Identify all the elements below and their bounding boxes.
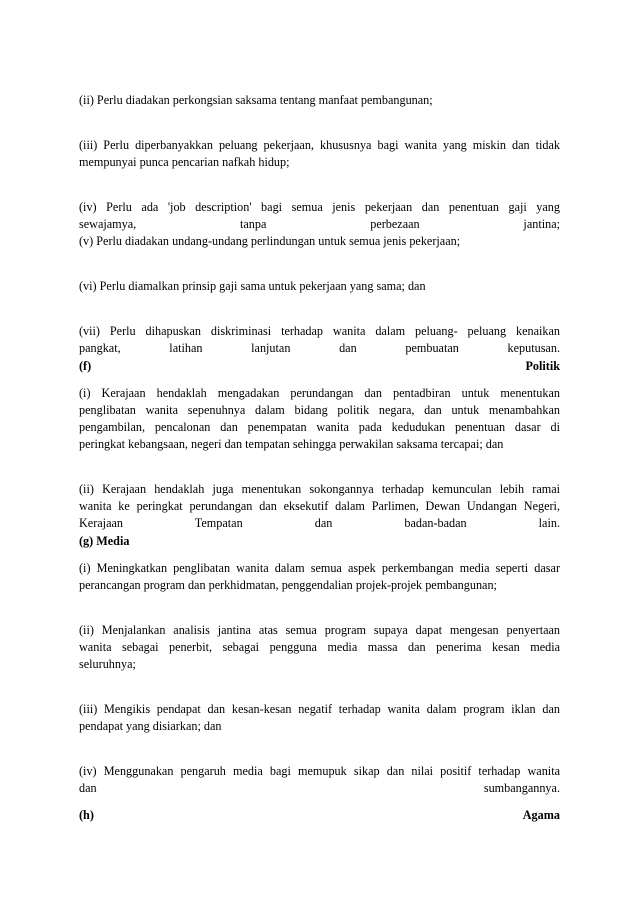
heading-media: (g) Media xyxy=(79,534,130,548)
text-line-p2b: mempunyai punca pencarian nafkah hidup; xyxy=(79,155,290,169)
text-line-p1: (ii) Perlu diadakan perkongsian saksama tentang manfaat pembangunan; xyxy=(79,93,433,107)
heading-agama-label: (h) xyxy=(79,808,94,822)
text-line-p5: (vi) Perlu diamalkan prinsip gaji sama untuk pekerjaan yang sama; dan xyxy=(79,279,426,293)
text-line-p14a: (iv) Menggunakan pengaruh media bagi memupuk sikap dan nilai positif terhadap wanita xyxy=(79,764,560,778)
text-line-p4: (v) Perlu diadakan undang-undang perlindungan untuk semua jenis pekerjaan; xyxy=(79,234,461,248)
heading-agama xyxy=(79,807,560,824)
text-line-p11b: perancangan program dan perkhidmatan, penggendalian projek-projek pembangunan; xyxy=(79,578,497,592)
text-line-p12a: (ii) Menjalankan analisis jantina atas semua program supaya dapat mengesan penyertaan xyxy=(79,623,560,637)
text-line-p9a: (ii) Kerajaan hendaklah juga menentukan sokongannya terhadap kemunculan lebih ramai xyxy=(79,482,560,496)
heading-politik-label: (f) xyxy=(79,359,92,373)
text-line-p13b: pendapat yang disiarkan; dan xyxy=(79,719,222,733)
text-line-p12c: seluruhnya; xyxy=(79,657,136,671)
text-line-p11a: (i) Meningkatkan penglibatan wanita dalam semua aspek perkembangan media seperti dasar xyxy=(79,561,560,575)
heading-agama-title: Agama xyxy=(522,808,560,822)
text-line-p12b: wanita sebagai penerbit, sebagai pengguna media massa dan penerima kesan media xyxy=(79,640,560,654)
text-line-p6a: (vii) Perlu dihapuskan diskriminasi terhadap wanita dalam peluang- peluang kenaikan xyxy=(79,324,560,338)
text-line-p9c: Kerajaan Tempatan dan badan-badan lain. xyxy=(79,516,560,530)
text-line-p8a: (i) Kerajaan hendaklah mengadakan perundangan dan pentadbiran untuk menentukan xyxy=(79,386,560,400)
heading-politik xyxy=(79,358,560,375)
text-line-p3a: (iv) Perlu ada 'job description' bagi semua jenis pekerjaan dan penentuan gaji yang xyxy=(79,200,560,214)
heading-politik-title: Politik xyxy=(525,359,560,373)
text-line-p13a: (iii) Mengikis pendapat dan kesan-kesan negatif terhadap wanita dalam program iklan dan xyxy=(79,702,560,716)
text-line-p3b: sewajamya, tanpa perbezaan jantina; xyxy=(79,217,560,231)
text-line-p14b: dan sumbangannya. xyxy=(79,781,560,795)
text-line-p9b: wanita ke peringkat perundangan dan eksekutif dalam Parlimen, Dewan Undangan Negeri, xyxy=(79,499,560,513)
text-line-p6b: pangkat, latihan lanjutan dan pembuatan keputusan. xyxy=(79,341,560,355)
text-line-p8c: pengambilan, pencalonan dan penempatan wanita pada kedudukan penentuan dasar di xyxy=(79,420,560,434)
text-line-p8b: penglibatan wanita sepenuhnya dalam bidang politik negara, dan untuk menambahkan xyxy=(79,403,560,417)
text-line-p8d: peringkat kebangsaan, negeri dan tempatan sehingga perwakilan saksama tercapai; dan xyxy=(79,437,504,451)
text-line-p2a: (iii) Perlu diperbanyakkan peluang pekerjaan, khususnya bagi wanita yang miskin dan tidak xyxy=(79,138,560,152)
